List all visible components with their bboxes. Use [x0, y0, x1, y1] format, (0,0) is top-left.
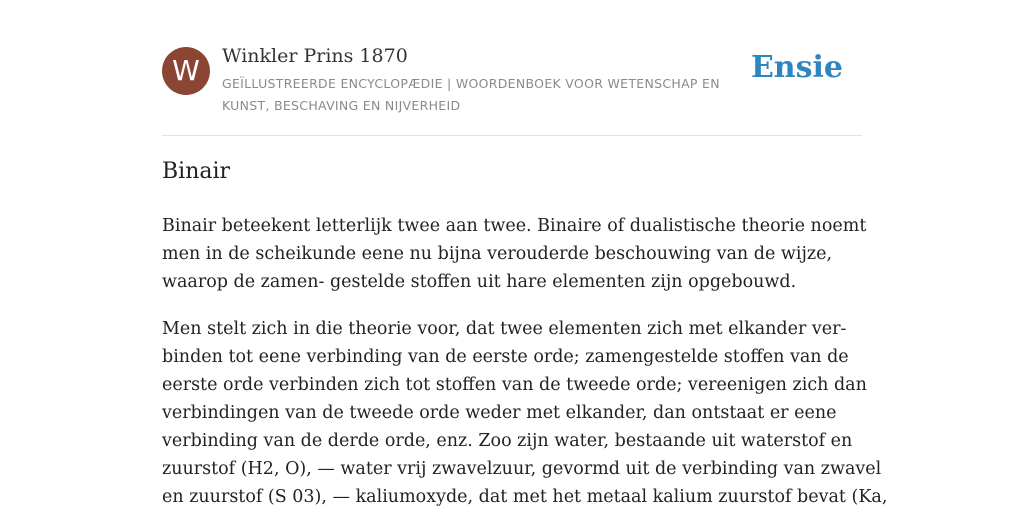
- paragraph-line: Men stelt zich in die theorie voor, dat twee elementen zich met elkander ver-: [162, 319, 847, 339]
- paragraph-line: eerste orde verbinden zich tot stoffen van de tweede orde; vereenigen zich dan: [162, 375, 867, 395]
- article-title: Binair: [162, 159, 231, 184]
- paragraph-line: men in de scheikunde eene nu bijna verouderde beschouwing van de wijze,: [162, 244, 833, 264]
- article-paragraph: [162, 212, 867, 296]
- paragraph-line: zuurstof (H2, O), — water vrij zwavelzuur, gevormd uit de verbinding van zwavel: [162, 459, 882, 479]
- source-header: [162, 0, 862, 136]
- source-subtitle: GEÏLLUSTREERDE ENCYCLOPÆDIE | WOORDENBOEK VOOR WETENSCHAP EN KUNST, BESCHAVING EN NIJVERHEID: [222, 76, 720, 113]
- paragraph-line: Binair beteekent letterlijk twee aan twee. Binaire of dualistische theorie noemt: [162, 216, 867, 236]
- paragraph-line: verbindingen van de tweede orde weder met elkander, dan ontstaat er eene: [162, 403, 837, 423]
- paragraph-line: binden tot eene verbinding van de eerste orde; zamengestelde stoffen van de: [162, 347, 849, 367]
- paragraph-line: en zuurstof (S 03), — kaliumoxyde, dat met het metaal kalium zuurstof bevat (Ka,: [162, 487, 888, 507]
- article-body: [162, 212, 888, 530]
- article-paragraph: [162, 315, 888, 511]
- page: [162, 0, 888, 507]
- paragraph-line: waarop de zamen- gestelde stoffen uit hare elementen zijn opgebouwd.: [162, 272, 797, 292]
- ensie-logo[interactable]: Ensie: [750, 50, 843, 85]
- paragraph-line: verbinding van de derde orde, enz. Zoo zijn water, bestaande uit waterstof en: [162, 431, 853, 451]
- source-avatar[interactable]: W: [162, 47, 210, 95]
- source-title[interactable]: Winkler Prins 1870: [222, 45, 408, 67]
